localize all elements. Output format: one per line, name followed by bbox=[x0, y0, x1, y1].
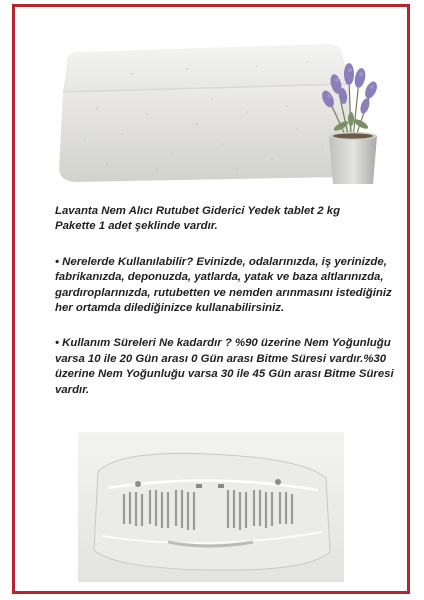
package-info: Pakette 1 adet şeklinde vardır. bbox=[55, 220, 218, 233]
duration-line: üzerine Nem Yoğunluğu varsa 30 ile 45 Gün arası Bitme Süresi bbox=[55, 368, 394, 381]
usage-line: gardıroplarınızda, rutubetten ve nemden arınmasını istediğiniz bbox=[55, 286, 392, 299]
duration-line: vardır. bbox=[55, 383, 90, 396]
packaged-tablet-photo bbox=[78, 432, 344, 582]
usage-line: fabrikanızda, deponuzda, yatlarda, yatak ve baza altlarınızda, bbox=[55, 271, 384, 284]
usage-duration-paragraph bbox=[55, 336, 394, 398]
usage-line: • Nerelerde Kullanılabilir? Evinizde, odalarınızda, iş yerinizde, bbox=[55, 255, 387, 268]
duration-line: • Kullanım Süreleri Ne kadardır ? %90 üzerine Nem Yoğunluğu bbox=[55, 337, 391, 350]
usage-line: her ortamda dilediğinizce kullanabilirsiniz. bbox=[55, 302, 285, 315]
tablet-front-face bbox=[59, 84, 355, 182]
product-title: Lavanta Nem Alıcı Rutubet Giderici Yedek tablet 2 kg bbox=[55, 205, 341, 217]
product-tablet-photo bbox=[37, 14, 387, 194]
product-title-paragraph bbox=[55, 204, 390, 235]
product-description bbox=[55, 204, 394, 412]
usage-locations-paragraph bbox=[55, 255, 390, 317]
duration-line: varsa 10 ile 20 Gün arası 0 Gün arası Bitme Süresi vardır.%30 bbox=[55, 352, 387, 365]
plant-pot bbox=[329, 132, 377, 184]
